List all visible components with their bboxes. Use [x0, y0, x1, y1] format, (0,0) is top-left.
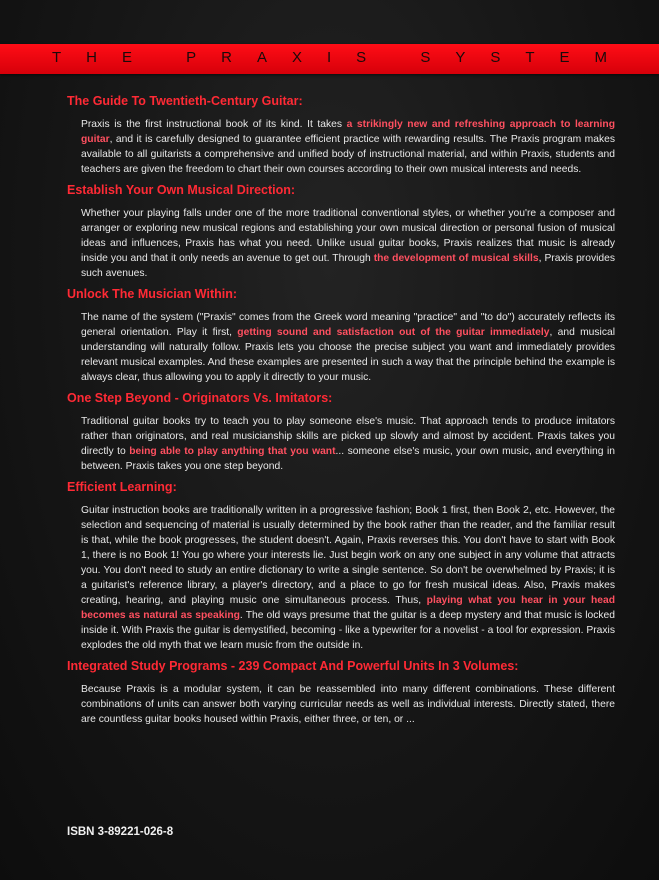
section-direction	[67, 183, 615, 281]
banner-title: THE PRAXIS SYSTEM	[51, 49, 633, 66]
section-body	[81, 682, 615, 727]
body-text: Guitar instruction books are traditionally written in a progressive fashion; Book 1 first, then Book 2, etc. However, the selection and sequencing of material is usually determined by the book rather than the reader, and the familiar result is that, while the book progresses, the student doesn't. Again, Praxis reverses this. You don't have to start with Book 1, there is no Book 1! You go where your interests lie. Just begin work on any one subject in any volume that attracts you. You don't need to study an entire dictionary to write a single sentence. So don't be overwhelmed by Praxis; it is a guitarist's reference library, a player's directory, and a place to go for fresh musical ideas. Also, Praxis makes creating, hearing, and playing music one simultaneous process. Thus,	[81, 505, 615, 606]
cover-text	[67, 94, 615, 733]
isbn-number: ISBN 3-89221-026-8	[67, 826, 174, 838]
section-heading: Establish Your Own Musical Direction:	[67, 183, 296, 197]
section-heading: The Guide To Twentieth-Century Guitar:	[67, 94, 303, 108]
body-text: Praxis is the first instructional book of its kind. It takes	[81, 119, 347, 130]
body-text: . The old ways presume that the guitar is a deep mystery and that music is locked inside it. With Praxis the guitar is demystified, becoming - like a typewriter for a novelist - a tool for expression. Praxis explodes the old myth that we learn music from the outside in.	[81, 610, 615, 651]
highlight-text: playing what you hear in your head becomes as natural as speaking	[81, 595, 616, 621]
body-text: , and musical understanding will naturally follow. Praxis lets you choose the precise subject you want and immediately provides relevant musical examples. And these examples are presented in such a way that the principle behind the example is always clear, thus allowing you to apply it directly to your music.	[81, 327, 615, 383]
section-learning	[67, 480, 615, 653]
section-body	[81, 206, 615, 281]
body-text: ... someone else's music, your own music, and everything in between. Praxis takes you one step beyond.	[81, 446, 615, 472]
section-body	[81, 414, 615, 474]
body-text: The name of the system ("Praxis" comes from the Greek word meaning "practice" and "to do") accurately reflects its general orientation. Play it first,	[81, 312, 615, 338]
section-heading: One Step Beyond - Originators Vs. Imitators:	[67, 391, 333, 405]
section-body	[81, 117, 615, 177]
highlight-text: the development of musical skills	[373, 253, 539, 264]
section-guide	[67, 94, 615, 177]
section-body	[81, 310, 615, 385]
section-heading: Integrated Study Programs - 239 Compact And Powerful Units In 3 Volumes:	[67, 659, 519, 673]
highlight-text: getting sound and satisfaction out of the guitar immediately	[237, 327, 550, 338]
section-beyond	[67, 391, 615, 474]
highlight-text: a strikingly new and refreshing approach to learning guitar	[81, 119, 615, 145]
section-heading: Unlock The Musician Within:	[67, 287, 238, 301]
body-text: , and it is carefully designed to guarantee efficient practice with rewarding results. The Praxis program makes available to all guitarists a comprehensive and unified body of instructional material, and within Praxis, students and teachers are given the freedom to chart their own courses according to their own musical interests and needs.	[81, 134, 615, 175]
highlight-text: being able to play anything that you want	[129, 446, 336, 457]
body-text: Because Praxis is a modular system, it can be reassembled into many different combinations. These different combinations of units can answer both varying curricular needs as well as individual interests. Directly stated, there are countless guitar books housed within Praxis, either three, or ten, or ...	[81, 684, 615, 725]
body-text: Traditional guitar books try to teach you to play someone else's music. That approach tends to produce imitators rather than originators, and real musicianship skills are picked up slowly and almost by accident. Praxis takes you directly to	[81, 416, 615, 457]
section-programs	[67, 659, 615, 727]
body-text: Whether your playing falls under one of the more traditional conventional styles, or whether you're a composer and arranger or exploring new musical regions and establishing your own musical direction or personal fusion of musical ideas and influences, Praxis has what you need. Unlike usual guitar books, Praxis realizes that music is already inside you and that it only needs an avenue to get out. Through	[81, 208, 615, 264]
section-heading: Efficient Learning:	[67, 480, 177, 494]
section-body	[81, 503, 615, 653]
section-musician	[67, 287, 615, 385]
body-text: , Praxis provides such avenues.	[81, 253, 615, 279]
